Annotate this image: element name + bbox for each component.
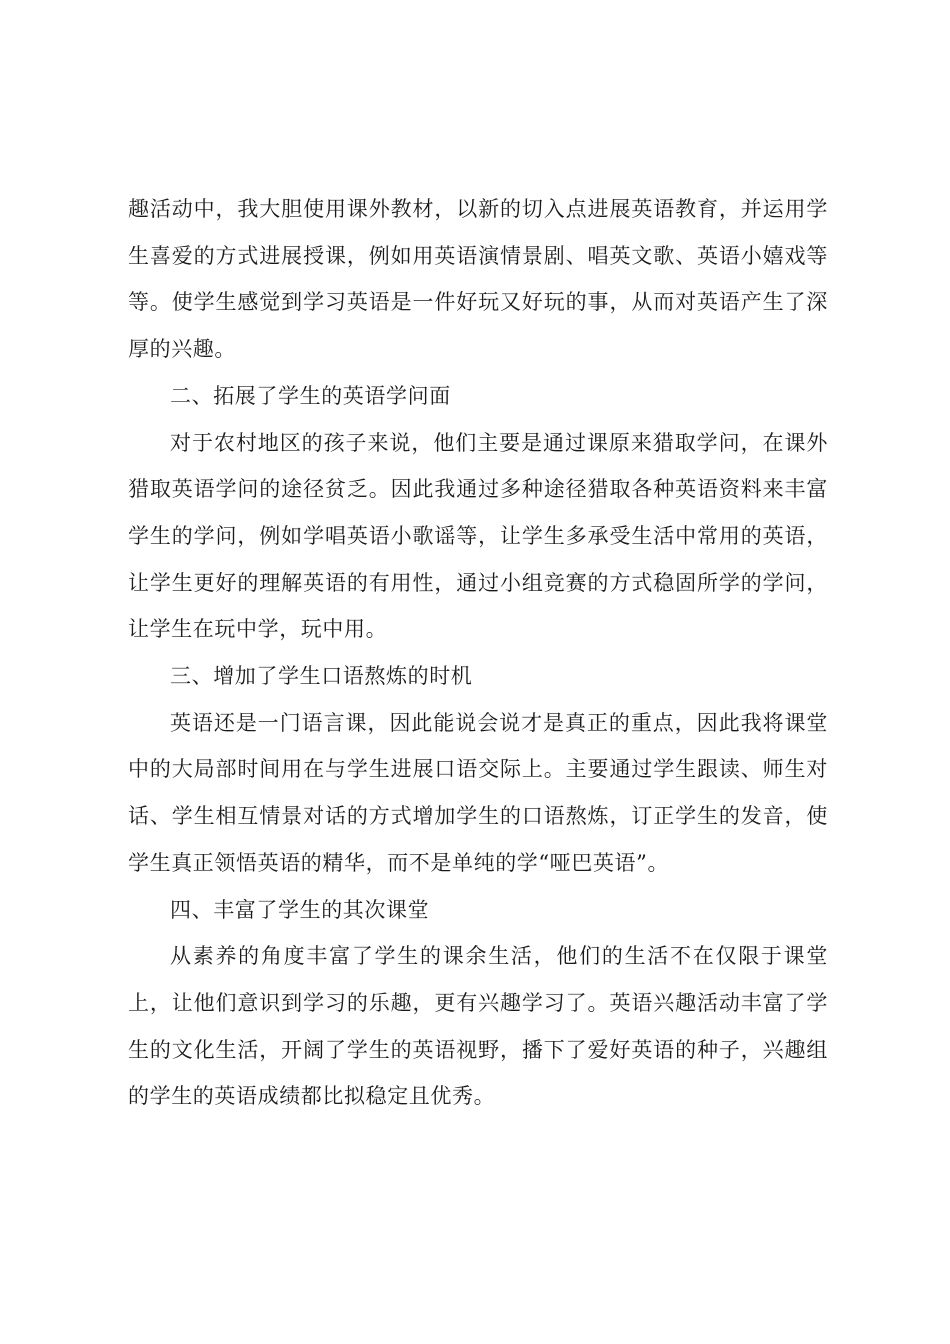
section-heading-2: 二、拓展了学生的英语学问面: [170, 383, 451, 408]
section-heading-3: 三、增加了学生口语熬炼的时机: [170, 664, 473, 689]
document-body: [128, 186, 828, 1120]
paragraph-section-3: 英语还是一门语言课，因此能说会说才是真正的重点，因此我将课堂中的大局部时间用在与学生进展口语交际上。主要通过学生跟读、师生对话、学生相互情景对话的方式增加学生的口语熬炼，订正学生的发音，使学生真正领悟英语的精华，而不是单纯的学“哑巴英语”。: [128, 710, 828, 875]
paragraph-continuation: 趣活动中，我大胆使用课外教材，以新的切入点进展英语教育，并运用学生喜爱的方式进展授课，例如用英语演情景剧、唱英文歌、英语小嬉戏等等。使学生感觉到学习英语是一件好玩又好玩的事，从而对英语产生了深厚的兴趣。: [128, 197, 828, 362]
paragraph-section-2: 对于农村地区的孩子来说，他们主要是通过课原来猎取学问，在课外猎取英语学问的途径贫乏。因此我通过多种途径猎取各种英语资料来丰富学生的学问，例如学唱英语小歌谣等，让学生多承受生活中常用的英语，让学生更好的理解英语的有用性，通过小组竞赛的方式稳固所学的学问，让学生在玩中学，玩中用。: [128, 430, 828, 642]
section-heading-4: 四、丰富了学生的其次课堂: [170, 897, 430, 922]
paragraph-section-4: 从素养的角度丰富了学生的课余生活，他们的生活不在仅限于课堂上，让他们意识到学习的乐趣，更有兴趣学习了。英语兴趣活动丰富了学生的文化生活，开阔了学生的英语视野，播下了爱好英语的种子，兴趣组的学生的英语成绩都比拟稳定且优秀。: [128, 944, 828, 1109]
